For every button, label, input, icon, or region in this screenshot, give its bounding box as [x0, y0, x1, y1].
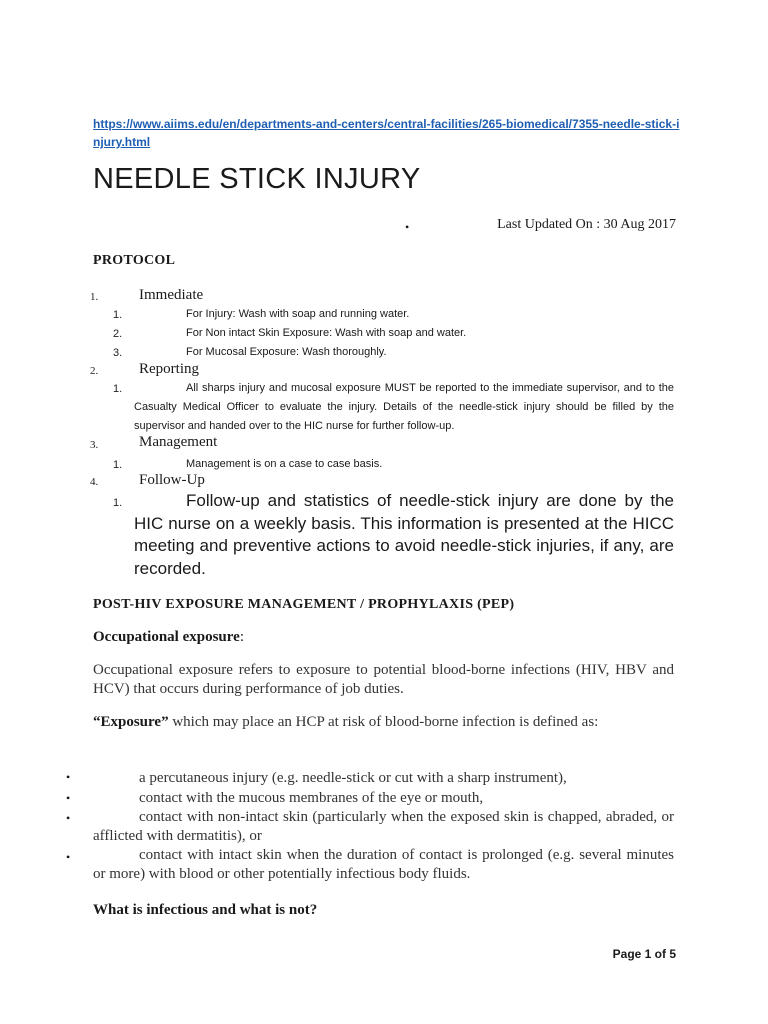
list-number: 3.	[113, 347, 123, 359]
last-updated: Last Updated On : 30 Aug 2017	[497, 217, 676, 232]
protocol-item-immediate: Immediate	[139, 287, 204, 303]
list-item: contact with the mucous membranes of the eye or mouth,	[139, 790, 484, 806]
list-number: 2.	[113, 328, 123, 340]
protocol-item-follow-up: Follow-Up	[139, 472, 205, 488]
list-number: 1.	[113, 497, 123, 509]
protocol-item-management: Management	[139, 434, 218, 450]
exposure-definition: “Exposure” which may place an HCP at risk of blood-borne infection is defined as:	[93, 714, 599, 730]
list-item: Follow-up and statistics of needle-stick injury are done by the HIC nurse on a weekly basis. This information is presented at the HICC meeting and preventive actions to avoid needle-stick injuries, if any, are recorded.	[134, 491, 674, 578]
bullet-icon: •	[405, 220, 410, 234]
protocol-item-reporting: Reporting	[139, 361, 199, 377]
bullet-icon: •	[66, 811, 71, 825]
list-number: 1.	[113, 459, 123, 471]
list-item: contact with intact skin when the duration of contact is prolonged (e.g. several minutes or more) with blood or other potentially infectious body fluids.	[93, 847, 674, 882]
list-item: For Mucosal Exposure: Wash thoroughly.	[186, 346, 387, 358]
page-title: NEEDLE STICK INJURY	[93, 163, 421, 195]
occupational-exposure-heading: Occupational exposure:	[93, 629, 244, 645]
section-question: What is infectious and what is not?	[93, 902, 318, 918]
occupational-exposure-text: Occupational exposure refers to exposure to potential blood-borne infections (HIV, HBV and HCV) that occurs during performance of job duties.	[93, 662, 674, 697]
list-number: 1.	[113, 309, 123, 321]
list-number: 3.	[90, 439, 99, 451]
list-number: 1.	[90, 291, 99, 303]
bullet-icon: •	[66, 770, 71, 784]
protocol-heading: PROTOCOL	[93, 253, 176, 268]
source-link[interactable]: https://www.aiims.edu/en/departments-and-centers/central-facilities/265-biomedical/7355-needle-stick-injury.html	[93, 117, 680, 149]
list-number: 2.	[90, 365, 99, 377]
list-number: 4.	[90, 476, 99, 488]
list-item: All sharps injury and mucosal exposure MUST be reported to the immediate supervisor, and to the Casualty Medical Officer to evaluate the injury. Details of the needle-stick injury should be filled by the supervisor and handed over to the HIC nurse for further follow-up.	[134, 382, 674, 432]
list-item: Management is on a case to case basis.	[186, 458, 383, 470]
list-number: 1.	[113, 383, 123, 395]
list-item: For Non intact Skin Exposure: Wash with soap and water.	[186, 327, 467, 339]
list-item: contact with non-intact skin (particularly when the exposed skin is chapped, abraded, or afflicted with dermatitis), or	[93, 809, 674, 844]
list-item: For Injury: Wash with soap and running water.	[186, 308, 410, 320]
pep-heading: POST-HIV EXPOSURE MANAGEMENT / PROPHYLAXIS (PEP)	[93, 597, 515, 612]
bullet-icon: •	[66, 791, 71, 805]
list-item: a percutaneous injury (e.g. needle-stick or cut with a sharp instrument),	[139, 770, 567, 786]
bullet-icon: •	[66, 850, 71, 864]
page-number: Page 1 of 5	[612, 947, 676, 961]
